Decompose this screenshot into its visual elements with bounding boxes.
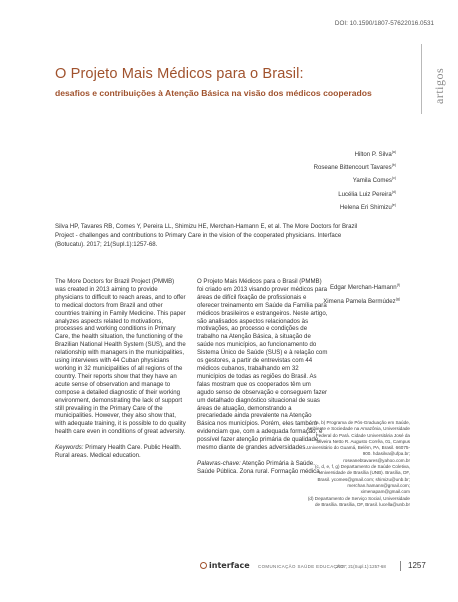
extra-author-list <box>323 280 400 307</box>
doi: DOI: 10.1590/1807-57622016.0531 <box>334 20 434 27</box>
citation: Silva HP, Tavares RB, Comes Y, Pereira LL, Shimizu HE, Merchan-Hamann E, et al. The More Doctors for Brazil Project - challenges and contributions to Primary Care in the vision of the cooperated physicians. Interface (Botucatu). 2017; 21(Supl.1):1257-68. <box>55 223 358 248</box>
author: Ximena Pamela Bermúdez$^{(g)}$ <box>323 296 400 305</box>
author: Helena Eri Shimizu$^{(e)}$ <box>339 202 396 211</box>
affiliation: (c, d, e, f, g) Departamento de Saúde Coletiva, Universidade de Brasília (UNB). Brasília, DF, Brasil. ycomes@gmail.com; shimizu@unb.br; merchan.hamann@gmail.com; ximenapam@gmail.com <box>315 464 410 495</box>
author: Edgar Merchan-Hamann$^{(f)}$ <box>329 283 400 292</box>
article-title: O Projeto Mais Médicos para o Brasil: <box>55 66 304 82</box>
section-label-container <box>432 46 444 106</box>
journal-logo: interface <box>200 561 250 570</box>
page-footer <box>200 560 426 572</box>
affiliations <box>306 420 410 508</box>
page-number: 1257 <box>408 561 426 570</box>
keywords-english: Keywords: Primary Health Care. Public Health. Rural areas. Medical education. <box>55 444 182 460</box>
abstract-portuguese-text: O Projeto Mais Médicos para o Brasil (PMMB) foi criado em 2013 visando prover médicos para áreas de difícil fixação de profissionais e oferecer treinamento em Saúde da Família para médicos brasileiros e estrangeiros. Neste artigo, são analisados aspectos relacionados às motivações, ao processo e condições de trabalho na Atenção Básica, à situação de saúde nos municípios, ao funcionamento do Sistema Único de Saúde (SUS) e à relação com os gestores, a partir de entrevistas com 44 médicos cubanos, trabalhando em 32 municípios de todas as regiões do Brasil. As falas mostram que os cooperados têm um agudo senso de observação e conseguem fazer um detalhado diagnóstico situacional de suas áreas de atuação, demonstrando a precariedade ainda prevalente na Atenção Básica nos municípios. Porém, eles também evidenciam que, com a adequada formação, é possível fazer atenção primária de qualidade, mesmo diante de grandes adversidades. <box>197 278 328 452</box>
article-subtitle: desafios e contribuições à Atenção Básica na visão dos médicos cooperados <box>55 88 372 98</box>
author-list <box>314 147 396 213</box>
journal-tagline: COMUNICAÇÃO SAÚDE EDUCAÇÃO <box>258 564 345 569</box>
affiliation: (a, b) Programa de Pós-Graduação em Saúde, Ambiente e Sociedade na Amazônia, Universidade Federal do Pará. Cidade Universitária José da Silveira Netto R. Augusto Corrêa, 01, Campus Universitário do Guamá, Belém, PA, Brasil. 66075-900. hdasilva@ufpa.br; roseanebtavares@yahoo.com.br <box>306 420 410 463</box>
author: Roseane Bittencourt Tavares$^{(b)}$ <box>313 163 396 172</box>
logo-icon <box>200 562 207 569</box>
abstract-english <box>55 278 186 460</box>
author: Lucélia Luiz Pereira$^{(d)}$ <box>338 189 396 198</box>
side-divider <box>421 44 422 114</box>
author: Yamila Comes$^{(c)}$ <box>352 176 396 185</box>
affiliation: (d) Departamento de Serviço Social, Universidade de Brasília. Brasília, DF, Brasil. lucella@unb.br <box>307 495 410 507</box>
footer-divider <box>400 561 401 571</box>
author: Hilton P. Silva$^{(a)}$ <box>354 150 396 159</box>
abstract-english-text: The More Doctors for Brazil Project (PMMB) was created in 2013 aiming to provide physicians to difficult to reach areas, and to offer to medical doctors from Brazil and other countries training in Family Medicine. This paper analyzes aspects related to motivations, processes and working conditions in Primary Care, the health situation, the functioning of the Brazilian National Health System (SUS), and the relationship with managers in the municipalities, using interviews with 44 Cuban physicians working in 32 municipalities of all regions of the country. Their reports show that they have an acute sense of observation and manage to compose a detailed diagnostic of their working environment, demonstrating the lack of support still prevailing in the Primary Care of the municipalities. However, they also show that, with adequate training, it is possible to do quality health care even in conditions of great adversity. <box>55 278 186 436</box>
footer-citation: 2017; 21(Supl.1):1257-68 <box>336 564 386 569</box>
keywords-portuguese: Palavras-chave: Atenção Primária à Saúde. Saúde Pública. Zona rural. Formação médica. <box>197 459 322 475</box>
section-label: artigos <box>432 67 446 104</box>
